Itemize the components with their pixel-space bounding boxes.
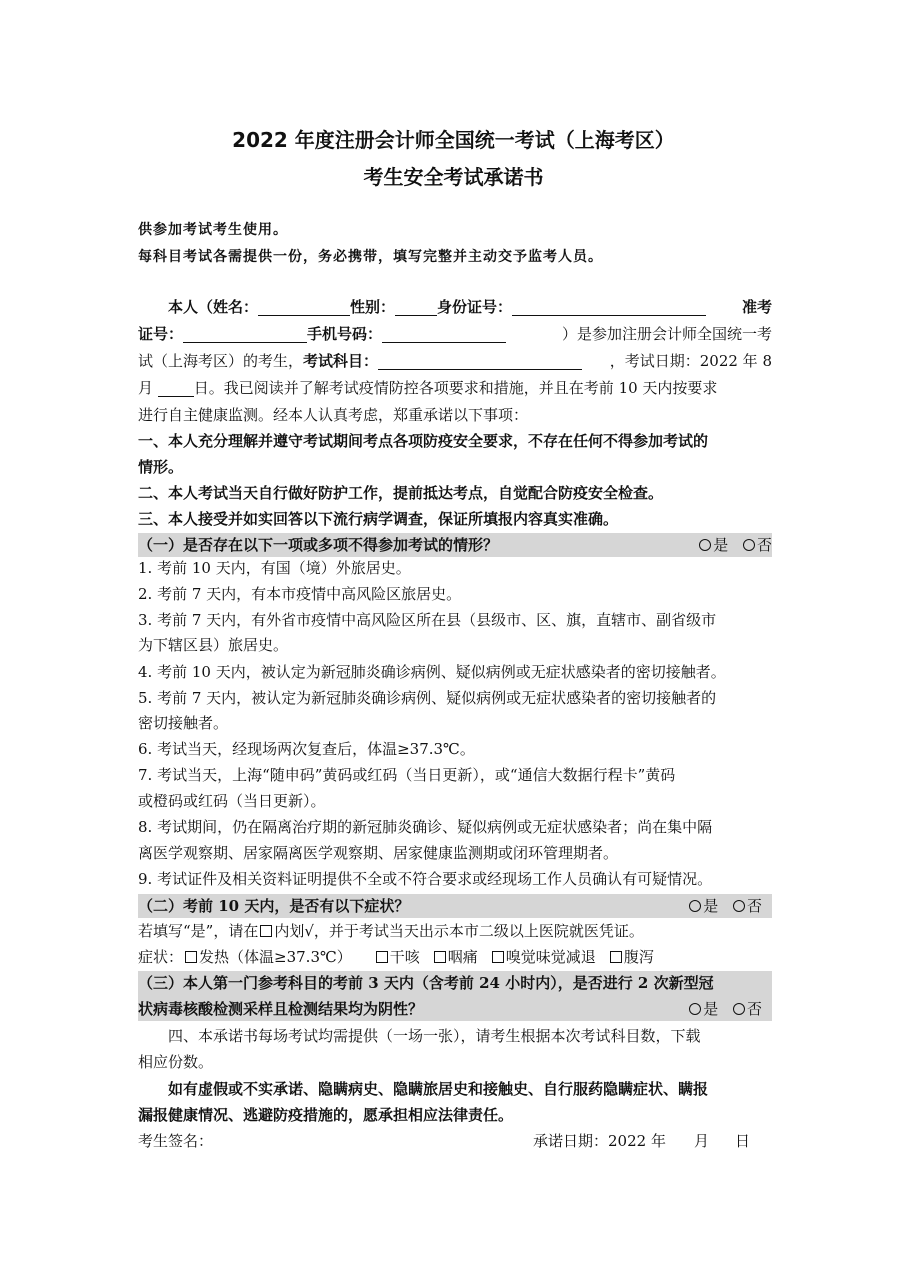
section-2-answer — [679, 894, 762, 918]
section-1-header: （一）是否存在以下一项或多项不得参加考试的情形？ 是 否 — [138, 533, 772, 557]
list-item: 2. 考前 7 天内，有本市疫情中高风险区旅居史。 — [138, 585, 462, 603]
commitment-date: 承诺日期：2022 年 月 日 — [533, 1132, 750, 1150]
section-3-no[interactable]: 否 — [733, 1000, 762, 1018]
checkbox-icon — [185, 951, 197, 963]
list-item: 离医学观察期、居家隔离医学观察期、居家健康监测期或闭环管理期者。 — [138, 844, 619, 862]
usage-note: 供参加考试考生使用。 — [138, 222, 288, 238]
radio-icon — [689, 1003, 701, 1015]
section-2-header: （二）考前 10 天内，是否有以下症状？ 是 否 — [138, 894, 772, 918]
list-item: 1. 考前 10 天内，有国（境）外旅居史。 — [138, 559, 411, 577]
section-3-yes[interactable]: 是 — [689, 1000, 718, 1018]
exam-day-field[interactable] — [158, 380, 194, 397]
promise-3: 三、本人接受并如实回答以下流行病学调查，保证所填报内容真实准确。 — [138, 510, 619, 528]
symptom-smell-taste-loss[interactable]: 嗅觉味觉减退 — [490, 948, 596, 966]
exam-subject-field[interactable] — [378, 353, 582, 370]
section-3-header-line-1: （三）本人第一门参考科目的考前 3 天内（含考前 24 小时内），是否进行 2 次新型冠 — [138, 974, 714, 992]
radio-icon — [733, 1003, 745, 1015]
radio-icon — [743, 539, 755, 551]
item-4-cont: 相应份数。 — [138, 1053, 214, 1071]
checkbox-icon — [492, 951, 504, 963]
list-item: 3. 考前 7 天内，有外省市疫情中高风险区所在县（县级市、区、旗，直辖市、副省级市 — [138, 611, 717, 629]
list-item: 5. 考前 7 天内，被认定为新冠肺炎确诊病例、疑似病例或无症状感染者的密切接触者的 — [138, 689, 717, 707]
admission-number-field[interactable] — [183, 326, 307, 343]
checkbox-icon — [434, 951, 446, 963]
intro-line-4: 月 日。我已阅读并了解考试疫情防控各项要求和措施，并且在考前 10 天内按要求 — [138, 379, 718, 397]
submission-note: 每科目考试各需提供一份，务必携带，填写完整并主动交予监考人员。 — [138, 249, 603, 265]
radio-icon — [699, 539, 711, 551]
section-2-yes[interactable]: 是 — [689, 897, 718, 915]
section-1-no[interactable]: 否 — [743, 536, 772, 554]
signature-row — [138, 1130, 772, 1152]
list-item: 9. 考试证件及相关资料证明提供不全或不符合要求或经现场工作人员确认有可疑情况。 — [138, 870, 713, 888]
intro-line-3: 试（上海考区）的考生，考试科目： ，考试日期：2022 年 8 — [138, 352, 772, 370]
checkbox-icon — [610, 951, 622, 963]
liability-statement: 如有虚假或不实承诺、隐瞒病史、隐瞒旅居史和接触史、自行服药隐瞒症状、瞒报 — [168, 1080, 709, 1098]
list-item: 为下辖区县）旅居史。 — [138, 636, 289, 654]
list-item: 密切接触者。 — [138, 714, 229, 732]
signature-label: 考生签名： — [138, 1132, 214, 1150]
phone-field[interactable] — [382, 326, 506, 343]
symptom-list: 症状： 发热（体温≥37.3℃） 干咳 咽痛 嗅觉味觉减退 腹泻 — [138, 948, 654, 966]
item-4: 四、本承诺书每场考试均需提供（一场一张），请考生根据本次考试科目数，下载 — [168, 1027, 701, 1045]
gender-field[interactable] — [395, 299, 437, 316]
checkbox-icon — [376, 951, 388, 963]
intro-line-5: 进行自主健康监测。经本人认真考虑，郑重承诺以下事项： — [138, 406, 529, 424]
liability-statement-cont: 漏报健康情况、逃避防疫措施的，愿承担相应法律责任。 — [138, 1106, 514, 1124]
section-3-header-line-2: 状病毒核酸检测采样且检测结果均为阴性？ 是 否 — [138, 997, 772, 1021]
promise-1: 一、本人充分理解并遵守考试期间考点各项防疫安全要求，不存在任何不得参加考试的 — [138, 432, 709, 450]
radio-icon — [733, 900, 745, 912]
symptom-dry-cough[interactable]: 干咳 — [374, 948, 420, 966]
symptom-diarrhea[interactable]: 腹泻 — [608, 948, 654, 966]
list-item: 8. 考试期间，仍在隔离治疗期的新冠肺炎确诊、疑似病例或无症状感染者；尚在集中隔 — [138, 818, 713, 836]
list-item: 4. 考前 10 天内，被认定为新冠肺炎确诊病例、疑似病例或无症状感染者的密切接触者。 — [138, 663, 726, 681]
symptom-fever[interactable]: 发热（体温≥37.3℃） — [183, 948, 352, 966]
section-3-answer — [679, 997, 762, 1021]
title-line-2: 考生安全考试承诺书 — [363, 165, 544, 189]
id-number-field[interactable] — [512, 299, 706, 316]
name-field[interactable] — [258, 299, 350, 316]
list-item: 6. 考试当天，经现场两次复查后，体温≥37.3℃。 — [138, 740, 475, 758]
radio-icon — [689, 900, 701, 912]
intro-line-1: 本人（姓名： 性别： 身份证号： 准考 — [168, 298, 772, 316]
promise-1-cont: 情形。 — [138, 458, 184, 476]
promise-2: 二、本人考试当天自行做好防护工作，提前抵达考点，自觉配合防疫安全检查。 — [138, 484, 664, 502]
intro-line-2: 证号： 手机号码： ）是参加注册会计师全国统一考 — [138, 325, 772, 343]
section-2-no[interactable]: 否 — [733, 897, 762, 915]
list-item: 或橙码或红码（当日更新）。 — [138, 792, 326, 810]
section-1-answer — [689, 533, 772, 557]
section-1-yes[interactable]: 是 — [699, 536, 728, 554]
symptom-sore-throat[interactable]: 咽痛 — [432, 948, 478, 966]
checkbox-icon — [260, 925, 272, 937]
title-line-1: 2022 年度注册会计师全国统一考试（上海考区） — [232, 128, 675, 152]
section-2-instruction: 若填写“是”，请在 内划√，并于考试当天出示本市二级以上医院就医凭证。 — [138, 922, 644, 940]
list-item: 7. 考试当天，上海“随申码”黄码或红码（当日更新），或“通信大数据行程卡”黄码 — [138, 766, 676, 784]
